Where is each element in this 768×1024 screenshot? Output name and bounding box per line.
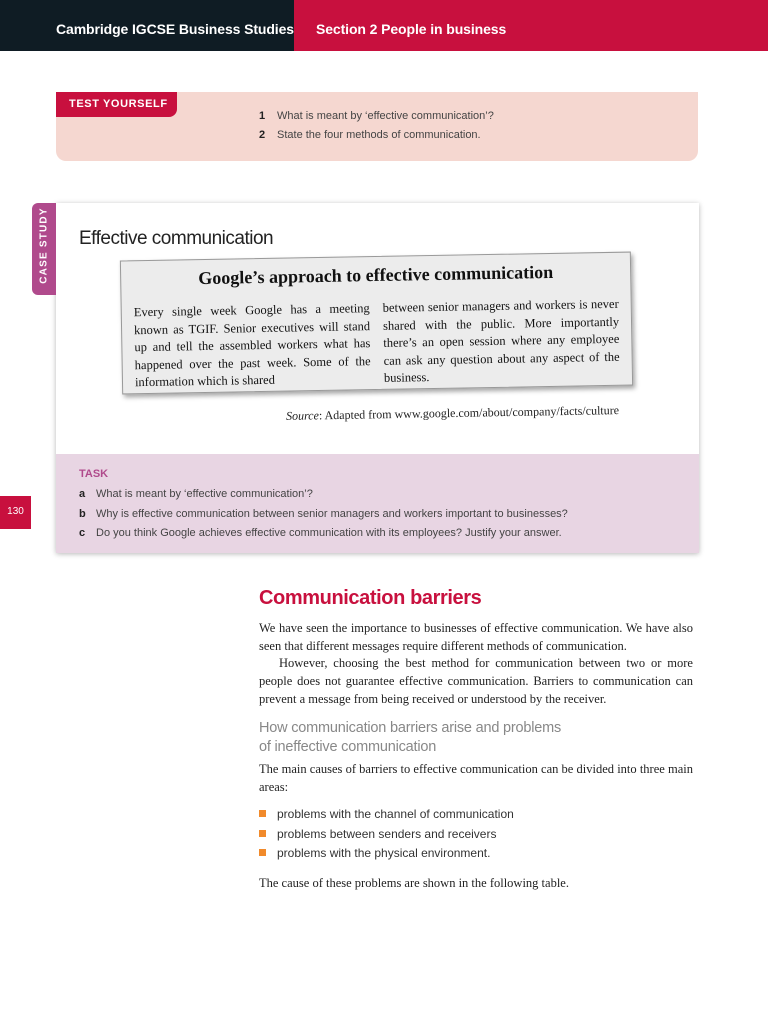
test-question: 2 State the four methods of communication.: [259, 129, 481, 141]
case-study-tab: [32, 203, 56, 295]
bullet-item: problems with the physical environment.: [259, 846, 490, 860]
clipping-headline: Google’s approach to effective communication: [198, 261, 554, 289]
case-study-title: Effective communication: [79, 228, 274, 249]
bullet-item: problems between senders and receivers: [259, 827, 496, 841]
task-item: a What is meant by ‘effective communication’?: [79, 488, 313, 500]
source-citation: Source: Adapted from www.google.com/about/company/facts/culture: [285, 403, 620, 423]
subheading: How communication barriers arise and problems of ineffective communication: [259, 720, 562, 755]
page-number-tab: [0, 496, 31, 529]
paragraph: The main causes of barriers to effective communication can be divided into three main areas:: [259, 762, 693, 794]
bullet-item: problems with the channel of communication: [259, 807, 514, 821]
case-study-tab-label: CASE STUDY: [38, 207, 50, 284]
section-title: Section 2 People in business: [316, 21, 507, 37]
clipping-column-right: between senior managers and workers is never shared with the public. More importantly there’s an open session where any employee can ask any question about any aspect of the business.: [382, 296, 620, 385]
book-title: Cambridge IGCSE Business Studies: [56, 21, 294, 37]
paragraph: However, choosing the best method for communication between two or more people does not guarantee effective communication. Barriers to communication can prevent a message from being received or understood by the receiver.: [259, 656, 693, 706]
clipping-column-left: Every single week Google has a meeting known as TGIF. Senior executives will stand up and tell the assembled workers what has happened over the past week. Some of the information which is shared: [133, 301, 371, 390]
bullet-square-icon: [259, 810, 266, 817]
test-yourself-tab: [56, 92, 177, 117]
test-question: 1 What is meant by ‘effective communication’?: [259, 110, 494, 122]
task-item: c Do you think Google achieves effective communication with its employees? Justify your answer.: [79, 527, 562, 539]
newspaper-clipping: [120, 252, 633, 395]
page-number: 130: [7, 506, 24, 517]
paragraph: The cause of these problems are shown in the following table.: [259, 876, 569, 890]
section-heading: Communication barriers: [259, 587, 482, 609]
bullet-square-icon: [259, 830, 266, 837]
bullet-square-icon: [259, 849, 266, 856]
test-yourself-label: TEST YOURSELF: [69, 98, 168, 110]
task-label: TASK: [79, 468, 109, 480]
task-item: b Why is effective communication between senior managers and workers important to businesses?: [79, 508, 568, 520]
paragraph: We have seen the importance to businesses of effective communication. We have also seen that different messages require different methods of communication.: [259, 621, 693, 653]
